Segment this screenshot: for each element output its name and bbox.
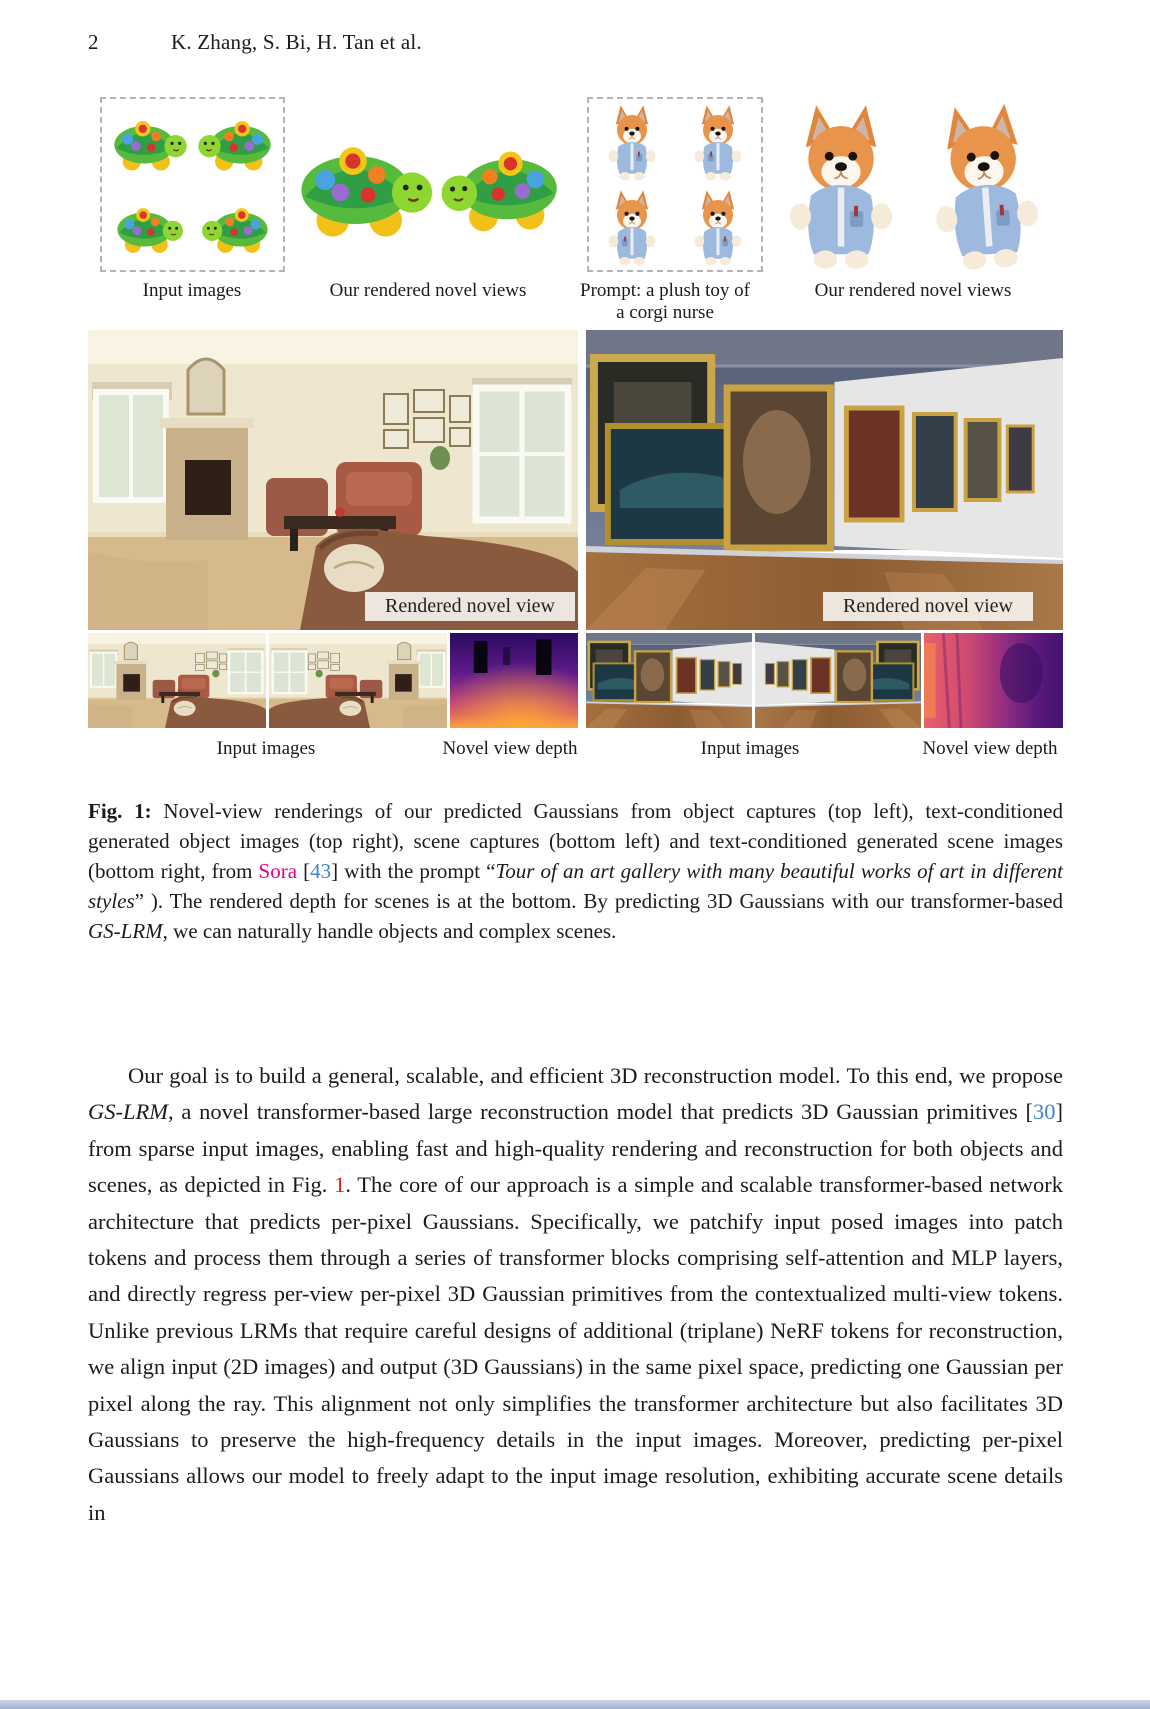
figure-1 [88,97,1063,774]
art-gallery-image [586,330,1063,630]
corgi-input-images-box [587,97,763,272]
overlay-rendered-novel-view-right: Rendered novel view [823,592,1033,621]
living-room-depth-map [450,633,578,728]
label-input-images-right: Input images [700,738,800,759]
corgi-rendered-views [763,97,1063,272]
turtle-rendered-view-2 [436,130,573,239]
strip-group-living-room [88,633,578,728]
sora-link[interactable]: Sora [258,859,298,883]
figure-scene-row [88,330,1063,630]
body-text-2: , a novel transformer-based large reconstruction model that predicts 3D Gaussian primitives [ [168,1099,1033,1125]
living-room-input-thumb-2 [269,633,447,728]
page-number: 2 [88,30,99,54]
label-novel-view-depth-right: Novel view depth [922,738,1058,759]
window-edge-strip [0,1700,1150,1709]
label-novel-view-depth-left: Novel view depth [442,738,578,759]
turtle-input-thumb-2 [196,110,280,174]
gallery-input-thumb-1 [586,633,752,728]
gallery-input-thumb-2 [755,633,921,728]
label-rendered-views-left: Our rendered novel views [329,280,527,301]
figure-strip-row [88,633,1063,728]
overlay-rendered-novel-view-left: Rendered novel view [365,592,575,621]
caption-text-4: , we can naturally handle objects and complex scenes. [162,919,617,943]
prompt-line-2: a corgi nurse [616,302,714,323]
turtle-rendered-view-1 [285,126,436,244]
body-paragraph [88,1058,1063,1531]
caption-gslrm: GS-LRM [88,919,163,943]
body-text-4: . The core of our approach is a simple and scalable transformer-based network architecture that predicts per-pixel Gaussians. Specifically, we patchify input posed images into patch tokens and process them through a series of transformer blocks comprising self-attention and MLP layers, and directly regress per-view per-pixel 3D Gaussian primitives from the contextualized multi-view tokens. Unlike previous LRMs that require careful designs of additional (triplane) NeRF tokens for reconstruction, we align input (2D images) and output (3D Gaussians) in the same pixel space, predicting one Gaussian per pixel along the ray. This alignment not only simplifies the transformer architecture but also facilitates 3D Gaussians to preserve the high-frequency details in the input images. Moreover, predicting per-pixel Gaussians allows our model to freely adapt to the input image resolution, exhibiting accurate scene details in [88,1172,1063,1525]
gallery-depth-map [924,633,1063,728]
body-text [88,1058,1063,1531]
turtle-rendered-views [285,97,571,272]
label-prompt [580,280,750,324]
corgi-input-thumb-1 [605,102,659,182]
prompt-line-1: Prompt: a plush toy of [580,280,750,301]
turtle-input-thumb-1 [105,110,189,174]
body-text-1: Our goal is to build a general, scalable, and efficient 3D reconstruction model. To this end, we propose [128,1063,1063,1088]
label-input-images-left: Input images [216,738,316,759]
figure-caption [88,796,1063,946]
running-head [88,30,1063,55]
label-rendered-views-right: Our rendered novel views [814,280,1012,301]
turtle-input-images-box [100,97,285,272]
living-room-image [88,330,578,630]
caption-text-3: ” ). The rendered depth for scenes is at the bottom. By predicting 3D Gaussians with our transformer-based [134,889,1063,913]
figure-1-link[interactable]: 1 [334,1172,346,1198]
figure-strip-labels [88,738,1063,774]
caption-fig-label: Fig. 1: [88,799,152,823]
turtle-input-thumb-4 [200,198,276,256]
citation-30-link[interactable]: 30 [1033,1099,1056,1125]
corgi-rendered-view-2 [920,96,1050,274]
body-gslrm: GS-LRM [88,1099,168,1125]
caption-text-1: Novel-view renderings of our predicted Gaussians from object captures (top left), text-conditioned generated object images (top right), scene captures (bottom left) and text-conditioned generated scene images (bottom right, from [88,799,1064,883]
running-head-authors: K. Zhang, S. Bi, H. Tan et al. [171,30,422,54]
figure-object-row [88,97,1063,272]
citation-43-link[interactable]: 43 [310,859,332,883]
caption-bracket: [ [297,859,311,883]
body-text-3: ] from sparse input images, enabling fast and high-quality rendering and reconstruction for both objects and scenes, as depicted in Fig. [88,1099,1063,1198]
strip-group-gallery [586,633,1063,728]
scene-living-room-render [88,330,578,630]
corgi-input-thumb-2 [691,102,745,182]
label-input-images-objects: Input images [142,280,242,301]
turtle-input-thumb-3 [109,198,185,256]
corgi-rendered-view-1 [782,100,900,270]
living-room-input-thumb-1 [88,633,266,728]
caption-text-2: ] with the prompt “ [331,859,496,883]
caption-prompt-quote: Tour of an art gallery with many beautiful works of art in different styles [88,859,1063,913]
page-content [88,0,1063,1531]
figure-object-labels [88,272,1063,328]
corgi-input-thumb-3 [605,187,659,267]
corgi-input-thumb-4 [691,187,745,267]
scene-art-gallery-render [586,330,1063,630]
